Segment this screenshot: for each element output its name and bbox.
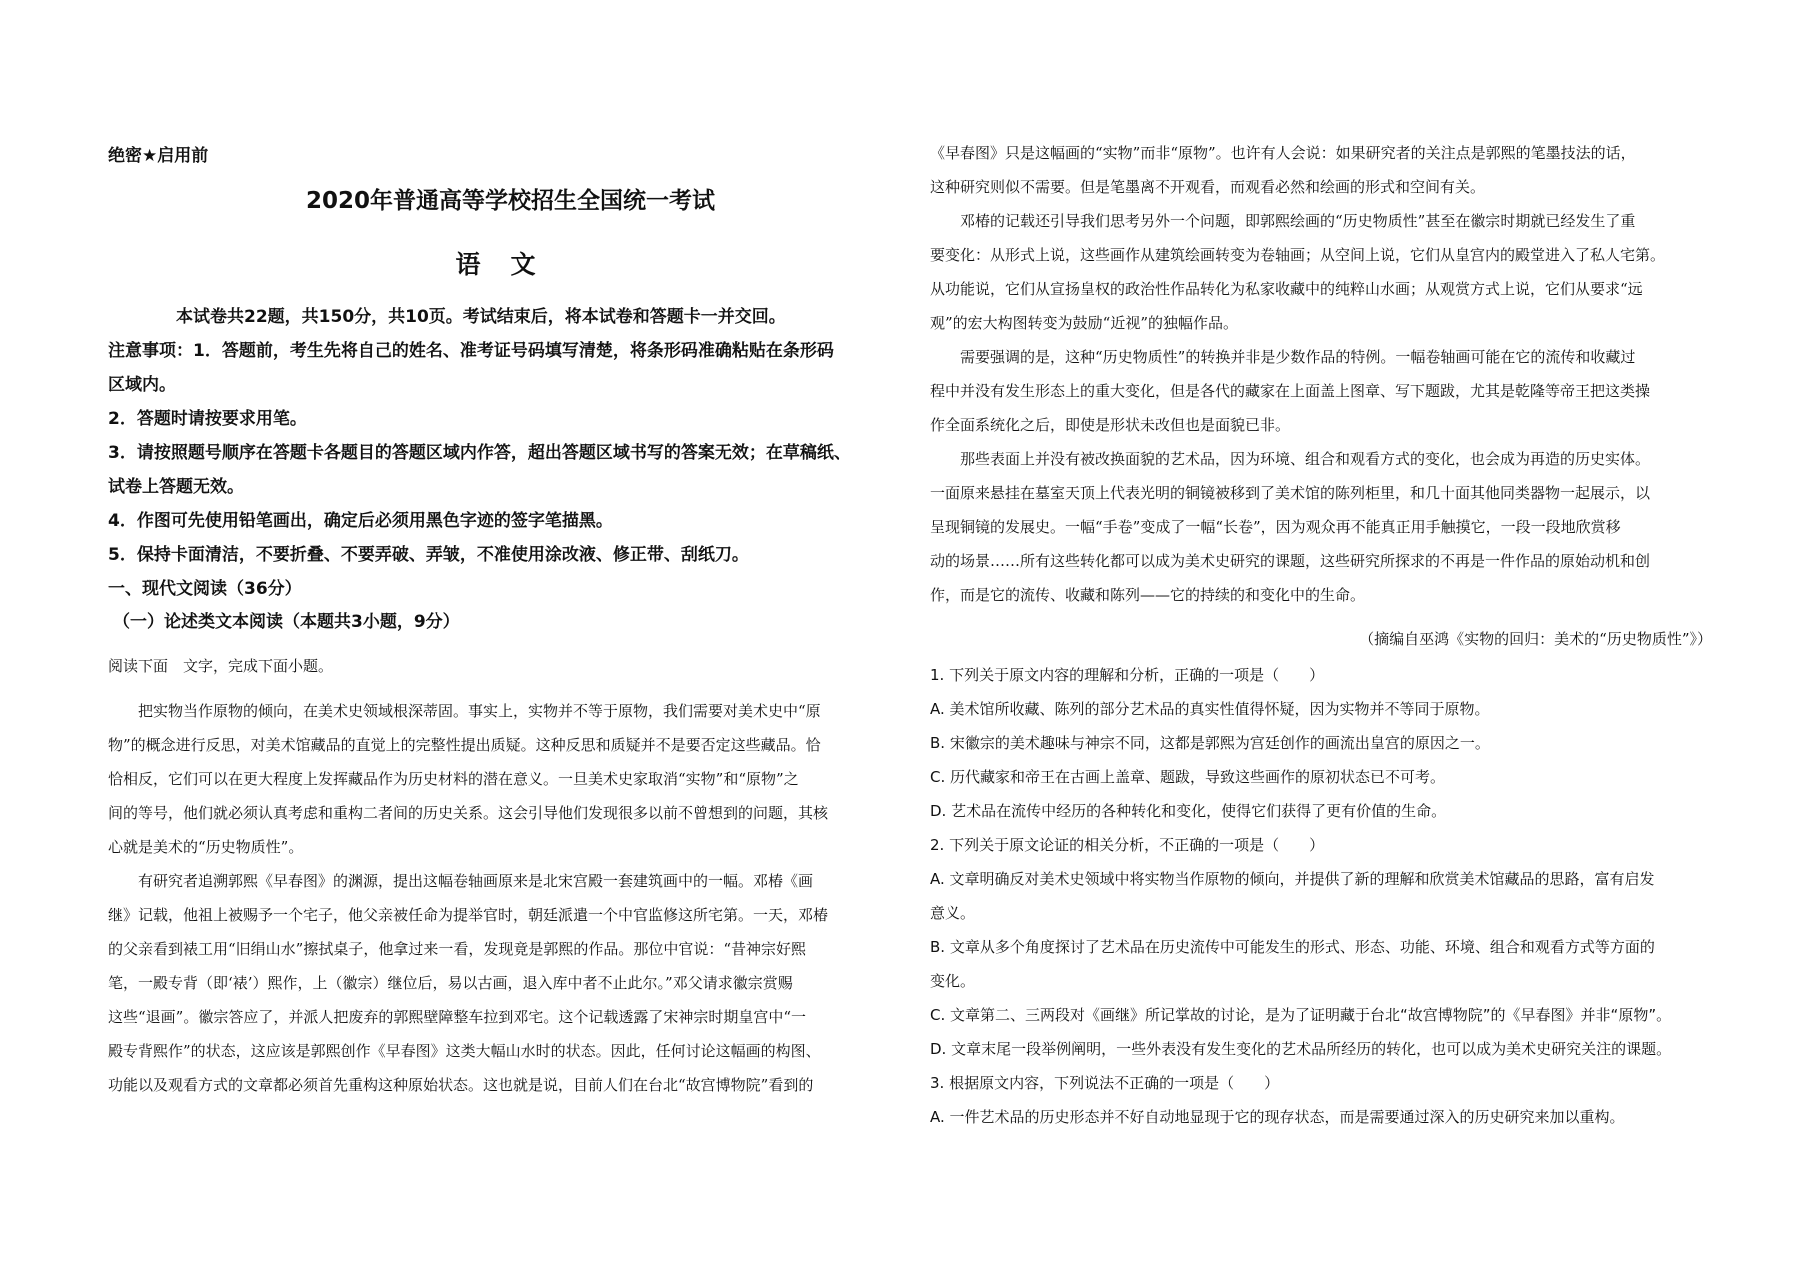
section-heading: 一、现代文阅读（36分） [108, 579, 302, 599]
note-line: 试卷上答题无效。 [108, 477, 244, 497]
option-line: B. 宋徽宗的美术趣味与神宗不同，这都是郭熙为宫廷创作的画流出皇宫的原因之一。 [930, 734, 1490, 752]
paragraph-line: 有研究者追溯郭熙《早春图》的渊源，提出这幅卷轴画原来是北宋宫殿一套建筑画中的一幅。邓椿《画 [108, 872, 814, 890]
note-line: 3．请按照题号顺序在答题卡各题目的答题区域内作答，超出答题区域书写的答案无效；在草稿纸、 [108, 443, 851, 463]
article-paragraph [108, 694, 908, 864]
paragraph-line: 动的场景……所有这些转化都可以成为美术史研究的课题，这些研究所探求的不再是一件作品的原始动机和创 [930, 552, 1651, 570]
option-line: C. 历代藏家和帝王在古画上盖章、题跋，导致这些画作的原初状态已不可考。 [930, 768, 1446, 786]
notes-block [108, 334, 913, 572]
questions-block [930, 658, 1712, 1134]
paragraph-line: 一面原来悬挂在墓室天顶上代表光明的铜镜被移到了美术馆的陈列柜里，和几十面其他同类器物一起展示，以 [930, 484, 1651, 502]
paragraph-line: 这种研究则似不需要。但是笔墨离不开观看，而观看必然和绘画的形式和空间有关。 [930, 178, 1486, 196]
paragraph-line: 邓椿的记载还引导我们思考另外一个问题，即郭熙绘画的“历史物质性”甚至在徽宗时期就已经发生了重 [930, 212, 1636, 230]
reading-instruction: 阅读下面 文字，完成下面小题。 [108, 657, 334, 675]
paragraph-line: 程中并没有发生形态上的重大变化，但是各代的藏家在上面盖上图章、写下题跋，尤其是乾隆等帝王把这类操 [930, 382, 1651, 400]
exam-intro: 本试卷共22题，共150分，共10页。考试结束后，将本试卷和答题卡一并交回。 [176, 307, 786, 327]
paragraph-line: 笔，一殿专背（即‘裱’）熙作，上（徽宗）继位后，易以古画，退入库中者不止此尔。”邓父请求徽宗赏赐 [108, 974, 793, 992]
paragraph-line: 的父亲看到裱工用“旧绢山水”擦拭桌子，他拿过来一看，发现竟是郭熙的作品。那位中官说：“昔神宗好熙 [108, 940, 807, 958]
paragraph-line: 这些“退画”。徽宗答应了，并派人把废弃的郭熙壁障整车拉到邓宅。这个记载透露了宋神宗时期皇宫中“一 [108, 1008, 807, 1026]
question-line: 1. 下列关于原文内容的理解和分析，正确的一项是（ ） [930, 666, 1325, 684]
subject-title: 语文 [455, 250, 566, 279]
source-citation: （摘编自巫鸿《实物的回归：美术的“历史物质性”》） [1359, 630, 1712, 648]
confidential-label: 绝密★启用前 [108, 146, 209, 166]
article-paragraph [930, 204, 1712, 340]
option-line: A. 文章明确反对美术史领域中将实物当作原物的倾向，并提供了新的理解和欣赏美术馆藏品的思路，富有启发 [930, 870, 1655, 888]
paragraph-line: 作，而是它的流传、收藏和陈列——它的持续的和变化中的生命。 [930, 586, 1366, 604]
option-line: 变化。 [930, 972, 976, 990]
paragraph-line: 要变化：从形式上说，这些画作从建筑绘画转变为卷轴画；从空间上说，它们从皇宫内的殿堂进入了私人宅第。 [930, 246, 1666, 264]
question-line: 3. 根据原文内容，下列说法不正确的一项是（ ） [930, 1074, 1280, 1092]
paragraph-line: 物”的概念进行反思，对美术馆藏品的直觉上的完整性提出质疑。这种反思和质疑并不是要否定这些藏品。恰 [108, 736, 821, 754]
paragraph-line: 从功能说，它们从宣扬皇权的政治性作品转化为私家收藏中的纯粹山水画；从观赏方式上说，它们从要求“远 [930, 280, 1643, 298]
option-line: C. 文章第二、三两段对《画继》所记掌故的讨论，是为了证明藏于台北“故宫博物院”的《早春图》并非“原物”。 [930, 1006, 1672, 1024]
article-paragraph [930, 136, 1712, 204]
paragraph-line: 继》记载，他祖上被赐予一个宅子，他父亲被任命为提举官时，朝廷派遣一个中官监修这所宅第。一天，邓椿 [108, 906, 829, 924]
option-line: 意义。 [930, 904, 976, 922]
article-paragraph [930, 340, 1712, 442]
paragraph-line: 需要强调的是，这种“历史物质性”的转换并非是少数作品的特例。一幅卷轴画可能在它的流传和收藏过 [930, 348, 1636, 366]
paragraph-line: 那些表面上并没有被改换面貌的艺术品，因为环境、组合和观看方式的变化，也会成为再造的历史实体。 [930, 450, 1651, 468]
exam-title: 2020年普通高等学校招生全国统一考试 [305, 188, 715, 214]
subsection-heading: （一）论述类文本阅读（本题共3小题，9分） [113, 612, 460, 632]
paragraph-line: 殿专背熙作”的状态，这应该是郭熙创作《早春图》这类大幅山水时的状态。因此，任何讨论这幅画的构图、 [108, 1042, 821, 1060]
option-line: D. 文章末尾一段举例阐明，一些外表没有发生变化的艺术品所经历的转化，也可以成为美术史研究关注的课题。 [930, 1040, 1672, 1058]
question-line: 2. 下列关于原文论证的相关分析，不正确的一项是（ ） [930, 836, 1325, 854]
paragraph-line: 间的等号，他们就必须认真考虑和重构二者间的历史关系。这会引导他们发现很多以前不曾想到的问题，其核 [108, 804, 829, 822]
note-line: 2．答题时请按要求用笔。 [108, 409, 307, 429]
paragraph-line: 观”的宏大构图转变为鼓励“近视”的独幅作品。 [930, 314, 1239, 332]
paragraph-line: 功能以及观看方式的文章都必须首先重构这种原始状态。这也就是说，目前人们在台北“故宫博物院”看到的 [108, 1076, 814, 1094]
option-line: A. 美术馆所收藏、陈列的部分艺术品的真实性值得怀疑，因为实物并不等同于原物。 [930, 700, 1490, 718]
article-paragraph [108, 864, 908, 1102]
paragraph-line: 把实物当作原物的倾向，在美术史领域根深蒂固。事实上，实物并不等于原物，我们需要对美术史中“原 [108, 702, 821, 720]
note-line: 注意事项：1．答题前，考生先将自己的姓名、准考证号码填写清楚，将条形码准确粘贴在条形码 [108, 341, 834, 361]
paragraph-line: 作全面系统化之后，即使是形状未改但也是面貌已非。 [930, 416, 1291, 434]
option-line: B. 文章从多个角度探讨了艺术品在历史流传中可能发生的形式、形态、功能、环境、组合和观看方式等方面的 [930, 938, 1655, 956]
paragraph-line: 呈现铜镜的发展史。一幅“手卷”变成了一幅“长卷”，因为观众再不能真正用手触摸它，一段一段地欣赏移 [930, 518, 1621, 536]
option-line: D. 艺术品在流传中经历的各种转化和变化，使得它们获得了更有价值的生命。 [930, 802, 1447, 820]
note-line: 4．作图可先使用铅笔画出，确定后必须用黑色字迹的签字笔描黑。 [108, 511, 613, 531]
paragraph-line: 恰相反，它们可以在更大程度上发挥藏品作为历史材料的潜在意义。一旦美术史家取消“实物”和“原物”之 [108, 770, 799, 788]
note-line: 5．保持卡面清洁，不要折叠、不要弄破、弄皱，不准使用涂改液、修正带、刮纸刀。 [108, 545, 749, 565]
paragraph-line: 心就是美术的“历史物质性”。 [108, 838, 304, 856]
paragraph-line: 《早春图》只是这幅画的“实物”而非“原物”。也许有人会说：如果研究者的关注点是郭熙的笔墨技法的话， [930, 144, 1636, 162]
note-line: 区域内。 [108, 375, 176, 395]
article-paragraph [930, 442, 1712, 612]
option-line: A. 一件艺术品的历史形态并不好自动地显现于它的现存状态，而是需要通过深入的历史研究来加以重构。 [930, 1108, 1625, 1126]
